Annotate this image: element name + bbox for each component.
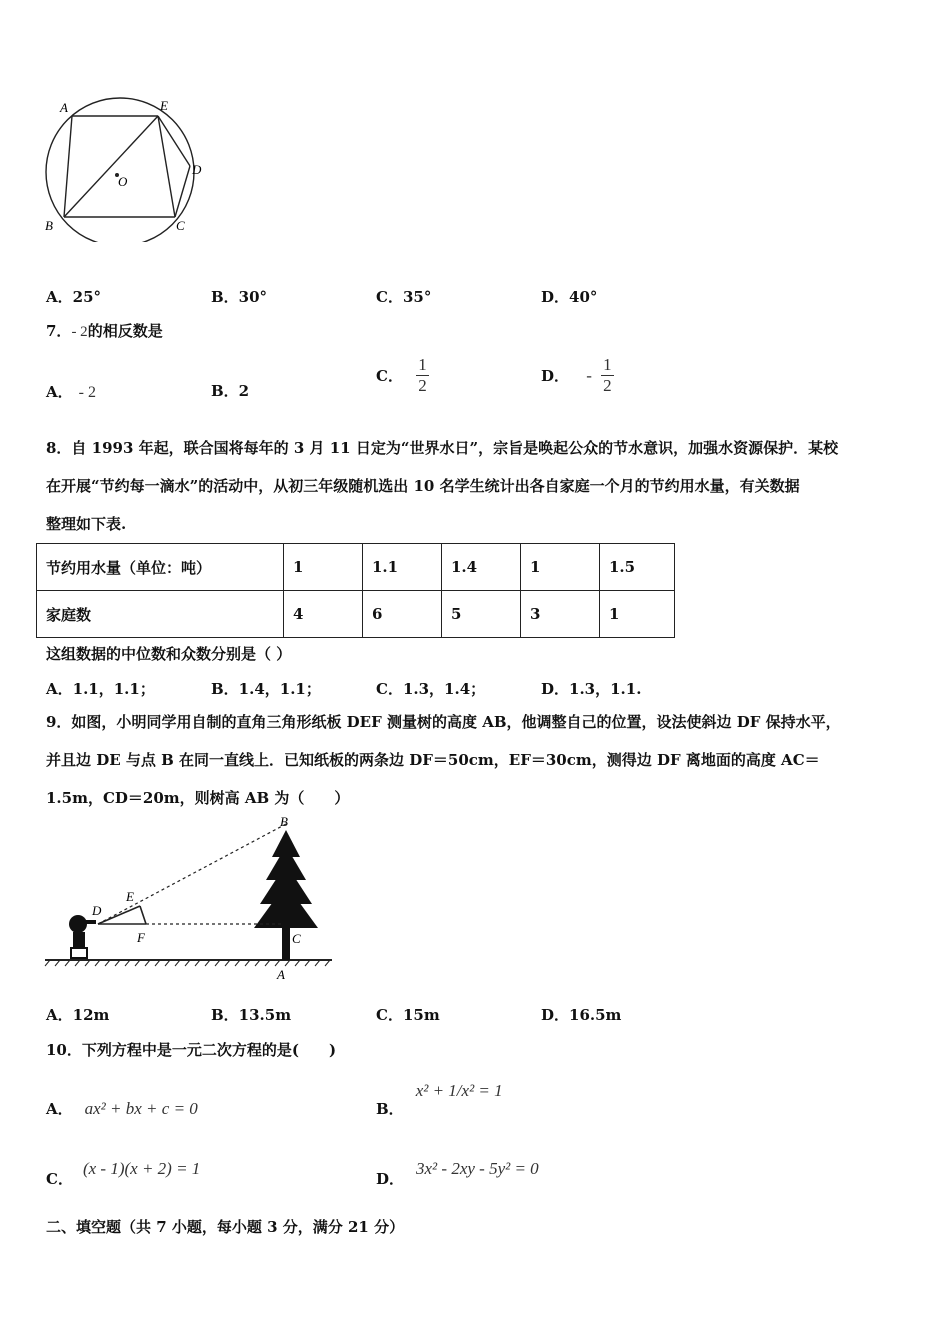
- table-cell: 1: [600, 591, 675, 638]
- table-cell: 4: [284, 591, 363, 638]
- q6-option-b[interactable]: B．30°: [211, 288, 268, 306]
- q7-option-c[interactable]: C． $\frac{1}{2}$: [376, 355, 427, 395]
- table-cell: 6: [363, 591, 442, 638]
- q9-option-d[interactable]: D．16.5m: [541, 1006, 622, 1024]
- table-cell: 家庭数: [37, 591, 284, 638]
- section-heading: 二、填空题（共 7 小题，每小题 3 分，满分 21 分）: [46, 1218, 405, 1236]
- q9-text-line3: 1.5m，CD＝20m，则树高 AB 为（ ）: [46, 789, 350, 807]
- label-b: B: [280, 814, 288, 829]
- q9-option-b[interactable]: B．13.5m: [211, 1006, 292, 1024]
- person-icon: [69, 915, 96, 958]
- table-row: [37, 591, 675, 638]
- q10-stem: 10．下列方程中是一元二次方程的是( ): [46, 1041, 337, 1059]
- q6-option-a[interactable]: A．25°: [46, 288, 102, 306]
- q8-text-line1: 8．自 1993 年起，联合国将每年的 3 月 11 日定为“世界水日”，宗旨是唤起公众的节水意识，加强水资源保护．某校: [46, 439, 839, 457]
- q8-text-line3: 整理如下表.: [46, 515, 127, 533]
- label-o: O: [118, 174, 128, 189]
- label-c: C: [292, 931, 301, 946]
- table-cell: 1.1: [363, 544, 442, 591]
- circle-figure: [40, 92, 210, 242]
- label-a: A: [60, 100, 68, 115]
- label-f: F: [137, 930, 145, 945]
- q7-stem: 7．- 2的相反数是: [46, 322, 163, 340]
- q9-option-c[interactable]: C．15m: [376, 1006, 440, 1024]
- table-cell: 1: [284, 544, 363, 591]
- label-e: E: [160, 98, 168, 113]
- tree-icon: [254, 830, 318, 960]
- label-a: A: [277, 967, 285, 982]
- table-row: [37, 544, 675, 591]
- label-d: D: [92, 903, 102, 918]
- q7-option-a[interactable]: A． - 2: [46, 383, 96, 401]
- table-cell: 1: [521, 544, 600, 591]
- table-cell: 节约用水量（单位：吨）: [37, 544, 284, 591]
- table-cell: 1.4: [442, 544, 521, 591]
- q6-option-d[interactable]: D．40°: [541, 288, 598, 306]
- label-c: C: [176, 218, 185, 233]
- q8-question: 这组数据的中位数和众数分别是（ ）: [46, 645, 292, 663]
- q10-option-a[interactable]: A． ax² + bx + c = 0: [46, 1099, 198, 1118]
- table-cell: 3: [521, 591, 600, 638]
- label-e: E: [126, 889, 134, 904]
- q10-option-b[interactable]: B．x² + 1/x² = 1: [376, 1081, 503, 1118]
- q10-option-c[interactable]: C．(x - 1)(x + 2) = 1: [46, 1159, 201, 1188]
- q6-option-c[interactable]: C．35°: [376, 288, 432, 306]
- table-cell: 5: [442, 591, 521, 638]
- label-d: D: [192, 162, 202, 177]
- water-saving-table: [36, 543, 675, 638]
- tree-measurement-figure: [40, 812, 340, 984]
- q7-option-d[interactable]: D． - $\frac{1}{2}$: [541, 355, 612, 395]
- q10-option-d[interactable]: D．3x² - 2xy - 5y² = 0: [376, 1159, 539, 1188]
- table-cell: 1.5: [600, 544, 675, 591]
- q9-text-line1: 9．如图，小明同学用自制的直角三角形纸板 DEF 测量树的高度 AB，他调整自己的位置，设法使斜边 DF 保持水平，: [46, 713, 841, 731]
- q8-text-line2: 在开展“节约每一滴水”的活动中，从初三年级随机选出 10 名学生统计出各自家庭一个月的节约用水量，有关数据: [46, 477, 800, 495]
- q8-option-d[interactable]: D．1.3，1.1.: [541, 680, 642, 698]
- q8-option-a[interactable]: A．1.1，1.1；: [46, 680, 155, 698]
- label-b: B: [45, 218, 53, 233]
- q7-option-b[interactable]: B．2: [211, 382, 250, 400]
- q9-text-line2: 并且边 DE 与点 B 在同一直线上．已知纸板的两条边 DF＝50cm，EF＝30cm，测得边 DF 离地面的高度 AC＝: [46, 751, 820, 769]
- q9-option-a[interactable]: A．12m: [46, 1006, 110, 1024]
- q8-option-c[interactable]: C．1.3，1.4；: [376, 680, 486, 698]
- q8-option-b[interactable]: B．1.4，1.1；: [211, 680, 321, 698]
